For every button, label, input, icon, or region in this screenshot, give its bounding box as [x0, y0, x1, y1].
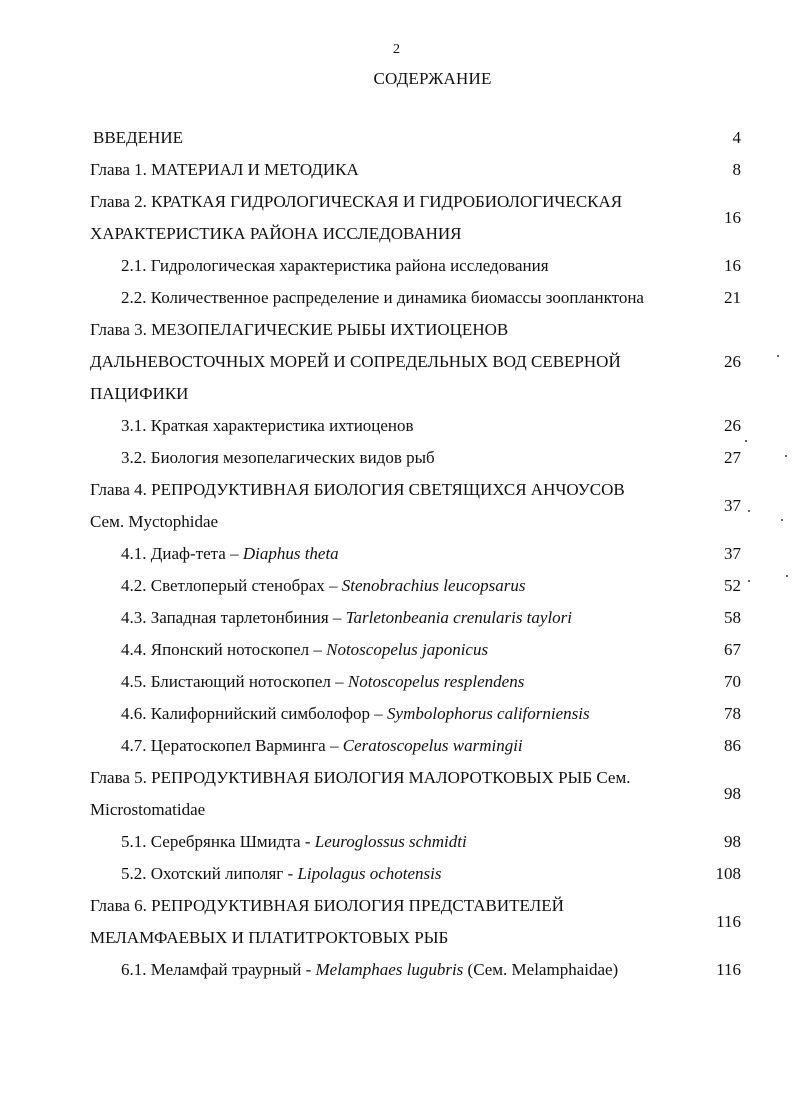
- toc-entry-russian: 5.2. Охотский липоляг -: [121, 864, 298, 883]
- toc-entry-text: Глава 1. МАТЕРИАЛ И МЕТОДИКА: [90, 160, 359, 179]
- toc-entry-2-2: [0, 284, 793, 316]
- toc-entry-latin: Symbolophorus californiensis: [387, 704, 590, 723]
- toc-entry-5-2: [0, 860, 793, 892]
- toc-entry-text: ВВЕДЕНИЕ: [93, 128, 183, 147]
- toc-entry-4-2: [0, 572, 793, 604]
- toc-entry-chapter-3: [0, 316, 793, 412]
- toc-entry-chapter-1: [0, 156, 793, 188]
- toc-entry-chapter-2: [0, 188, 793, 252]
- toc-entry-russian: 4.2. Светлоперый стенобрах –: [121, 576, 342, 595]
- toc-entry-page: 37: [724, 496, 741, 515]
- toc-entry-text: [121, 640, 488, 660]
- toc-entry-russian: 6.1. Меламфай траурный -: [121, 960, 316, 979]
- toc-entry-latin: Lipolagus ochotensis: [297, 864, 442, 883]
- toc-entry-chapter-5: [0, 764, 793, 828]
- toc-entry-russian: 4.5. Блистающий нотоскопел –: [121, 672, 348, 691]
- toc-entry-text: [121, 960, 618, 980]
- toc-entry-chapter-4: [0, 476, 793, 540]
- toc-entry-text-line1: Глава 4. РЕПРОДУКТИВНАЯ БИОЛОГИЯ СВЕТЯЩИХСЯ АНЧОУСОВ: [90, 480, 625, 499]
- toc-entry-2-1: [0, 252, 793, 284]
- toc-entry-latin: Ceratoscopelus warmingii: [342, 736, 523, 755]
- toc-entry-page: 67: [724, 640, 741, 659]
- toc-entry-4-3: [0, 604, 793, 636]
- toc-entry-russian: 5.1. Серебрянка Шмидта -: [121, 832, 315, 851]
- toc-entry-4-4: [0, 636, 793, 668]
- toc-entry-latin: Tarletonbeania crenularis taylori: [345, 608, 573, 627]
- toc-entry-3-2: [0, 444, 793, 476]
- toc-entry-text: [121, 576, 525, 596]
- toc-entry-russian: 4.3. Западная тарлетонбиния –: [121, 608, 346, 627]
- scan-speck: [777, 355, 779, 357]
- toc-entry-page: 26: [724, 416, 741, 435]
- toc-entry-text: [121, 736, 523, 756]
- toc-entry-3-1: [0, 412, 793, 444]
- toc-entry-page: 116: [716, 960, 741, 979]
- toc-entry-text: 3.1. Краткая характеристика ихтиоценов: [121, 416, 414, 435]
- toc-entry-text: [121, 704, 590, 724]
- toc-entry-text: [121, 544, 339, 564]
- toc-entry-page: 86: [724, 736, 741, 755]
- toc-entry-text: [121, 608, 572, 628]
- toc-entry-text-line1: Глава 3. МЕЗОПЕЛАГИЧЕСКИЕ РЫБЫ ИХТИОЦЕНОВ: [90, 320, 509, 339]
- toc-entry-page: 27: [724, 448, 741, 467]
- toc-entry-text-line2: Microstomatidae: [90, 800, 206, 819]
- toc-entry-4-1: [0, 540, 793, 572]
- toc-entry-latin: Notoscopelus japonicus: [326, 640, 489, 659]
- toc-entry-suffix: (Сем. Melamphaidae): [463, 960, 619, 979]
- toc-entry-text: 2.1. Гидрологическая характеристика района исследования: [121, 256, 549, 275]
- toc-title: СОДЕРЖАНИЕ: [373, 69, 492, 88]
- toc-entry-text: 3.2. Биология мезопелагических видов рыб: [121, 448, 435, 467]
- toc-entry-text-line2: Сем. Myctophidae: [90, 512, 219, 531]
- toc-entry-russian: 4.4. Японский нотоскопел –: [121, 640, 327, 659]
- toc-entry-russian: 4.6. Калифорнийский симболофор –: [121, 704, 388, 723]
- toc-entry-russian: 4.7. Цератоскопел Варминга –: [121, 736, 343, 755]
- scan-speck: [748, 510, 750, 512]
- toc-entry-text-line1: Глава 5. РЕПРОДУКТИВНАЯ БИОЛОГИЯ МАЛОРОТКОВЫХ РЫБ Сем.: [90, 768, 631, 787]
- toc-entry-page: 78: [724, 704, 741, 723]
- toc-entry-page: 98: [724, 832, 741, 851]
- toc-entry-page: 26: [724, 352, 741, 371]
- toc-entry-page: 70: [724, 672, 741, 691]
- scan-speck: [781, 519, 783, 521]
- toc-entry-chapter-6: [0, 892, 793, 956]
- toc-entry-text-line2: ХАРАКТЕРИСТИКА РАЙОНА ИССЛЕДОВАНИЯ: [90, 224, 462, 243]
- toc-entry-text: [121, 832, 467, 852]
- toc-entry-page: 37: [724, 544, 741, 563]
- toc-entry-page: 116: [716, 912, 741, 931]
- toc-entry-text: [121, 864, 441, 884]
- scan-speck: [745, 440, 747, 442]
- toc-entry-latin: Notoscopelus resplendens: [347, 672, 525, 691]
- toc-entry-introduction: [0, 124, 793, 156]
- toc-entry-text-line1: Глава 2. КРАТКАЯ ГИДРОЛОГИЧЕСКАЯ И ГИДРОБИОЛОГИЧЕСКАЯ: [90, 192, 623, 211]
- toc-entry-page: 16: [724, 256, 741, 275]
- toc-entry-6-1: [0, 956, 793, 988]
- toc-entry-page: 98: [724, 784, 741, 803]
- toc-entry-latin: Stenobrachius leucopsarus: [341, 576, 526, 595]
- toc-entry-latin: Melamphaes lugubris: [315, 960, 464, 979]
- scan-speck: [785, 455, 787, 457]
- toc-entry-page: 108: [715, 864, 741, 883]
- toc-entry-page: 58: [724, 608, 741, 627]
- toc-entry-4-6: [0, 700, 793, 732]
- scan-speck: [786, 575, 788, 577]
- toc-entry-text-line2: МЕЛАМФАЕВЫХ И ПЛАТИТРОКТОВЫХ РЫБ: [90, 928, 449, 947]
- toc-entry-page: 8: [732, 160, 741, 179]
- toc-entry-page: 4: [732, 128, 741, 147]
- toc-entry-page: 21: [724, 288, 741, 307]
- toc-entry-russian: 4.1. Диаф-тета –: [121, 544, 243, 563]
- toc-entry-4-7: [0, 732, 793, 764]
- page-number: 2: [393, 42, 400, 57]
- toc-entry-text-line3: ПАЦИФИКИ: [90, 384, 189, 403]
- toc-entry-5-1: [0, 828, 793, 860]
- toc-entry-latin: Leuroglossus schmidti: [314, 832, 467, 851]
- toc-entry-4-5: [0, 668, 793, 700]
- toc-entry-latin: Diaphus theta: [242, 544, 339, 563]
- toc-entry-text-line2: ДАЛЬНЕВОСТОЧНЫХ МОРЕЙ И СОПРЕДЕЛЬНЫХ ВОД СЕВЕРНОЙ: [90, 352, 621, 371]
- scan-speck: [748, 580, 750, 582]
- toc-entry-text: 2.2. Количественное распределение и динамика биомассы зоопланктона: [121, 288, 644, 307]
- toc-entry-page: 16: [724, 208, 741, 227]
- toc-entry-text: [121, 672, 524, 692]
- toc-entry-text-line1: Глава 6. РЕПРОДУКТИВНАЯ БИОЛОГИЯ ПРЕДСТАВИТЕЛЕЙ: [90, 896, 564, 915]
- toc-entry-page: 52: [724, 576, 741, 595]
